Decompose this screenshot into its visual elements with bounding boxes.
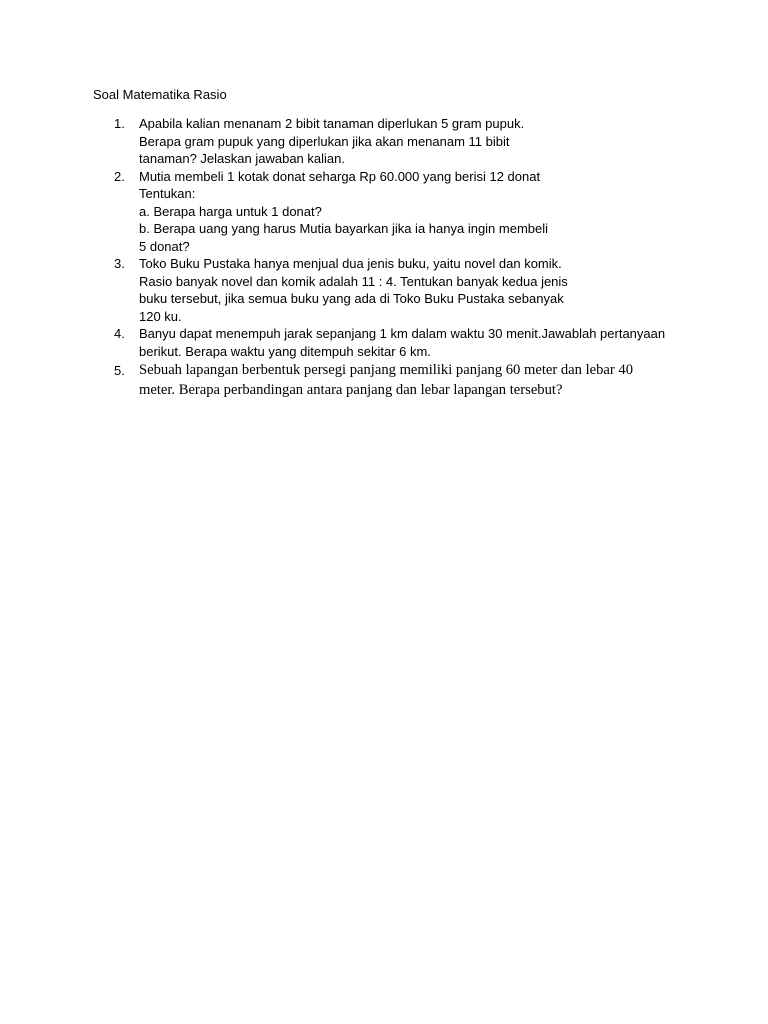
document-title: Soal Matematika Rasio [93,87,227,102]
list-item-line: Banyu dapat menempuh jarak sepanjang 1 km dalam waktu 30 menit.Jawablah pertanyaan [139,326,666,341]
list-item-line: Rasio banyak novel dan komik adalah 11 : 4. Tentukan banyak kedua jenis [139,273,568,289]
list-item-number: 3. [114,256,125,271]
list-item-line: b. Berapa uang yang harus Mutia bayarkan jika ia hanya ingin membeli [139,221,549,236]
list-item-line: Toko Buku Pustaka hanya menjual dua jenis buku, yaitu novel dan komik. [139,256,562,271]
list-item-text [139,361,759,400]
list-item-line: a. Berapa harga untuk 1 donat? [139,203,322,219]
list-item-line: Mutia membeli 1 kotak donat seharga Rp 60.000 yang berisi 12 donat [139,168,541,184]
list-item-text [139,255,759,325]
list-item-text [139,168,759,256]
list-item-line: meter. Berapa perbandingan antara panjang dan lebar lapangan tersebut? [139,381,563,398]
list-item-line: buku tersebut, jika semua buku yang ada di Toko Buku Pustaka sebanyak [139,291,564,306]
list-item-number: 5. [114,363,125,378]
list-item-line: Sebuah lapangan berbentuk persegi panjang memiliki panjang 60 meter dan lebar 40 [139,362,633,378]
list-item-line: tanaman? Jelaskan jawaban kalian. [139,151,345,166]
list-item-number: 1. [114,116,125,131]
list-item-text [139,115,759,168]
list-item-text [139,325,759,360]
list-item-line: Tentukan: [139,186,196,201]
list-item-line: Apabila kalian menanam 2 bibit tanaman diperlukan 5 gram pupuk. [139,116,525,131]
list-item-line: 5 donat? [139,238,190,254]
list-item-line: berikut. Berapa waktu yang ditempuh sekitar 6 km. [139,343,431,359]
list-item-number: 2. [114,168,125,184]
list-item-line: Berapa gram pupuk yang diperlukan jika akan menanam 11 bibit [139,133,510,149]
list-item-line: 120 ku. [139,308,182,324]
list-item-number: 4. [114,326,125,341]
